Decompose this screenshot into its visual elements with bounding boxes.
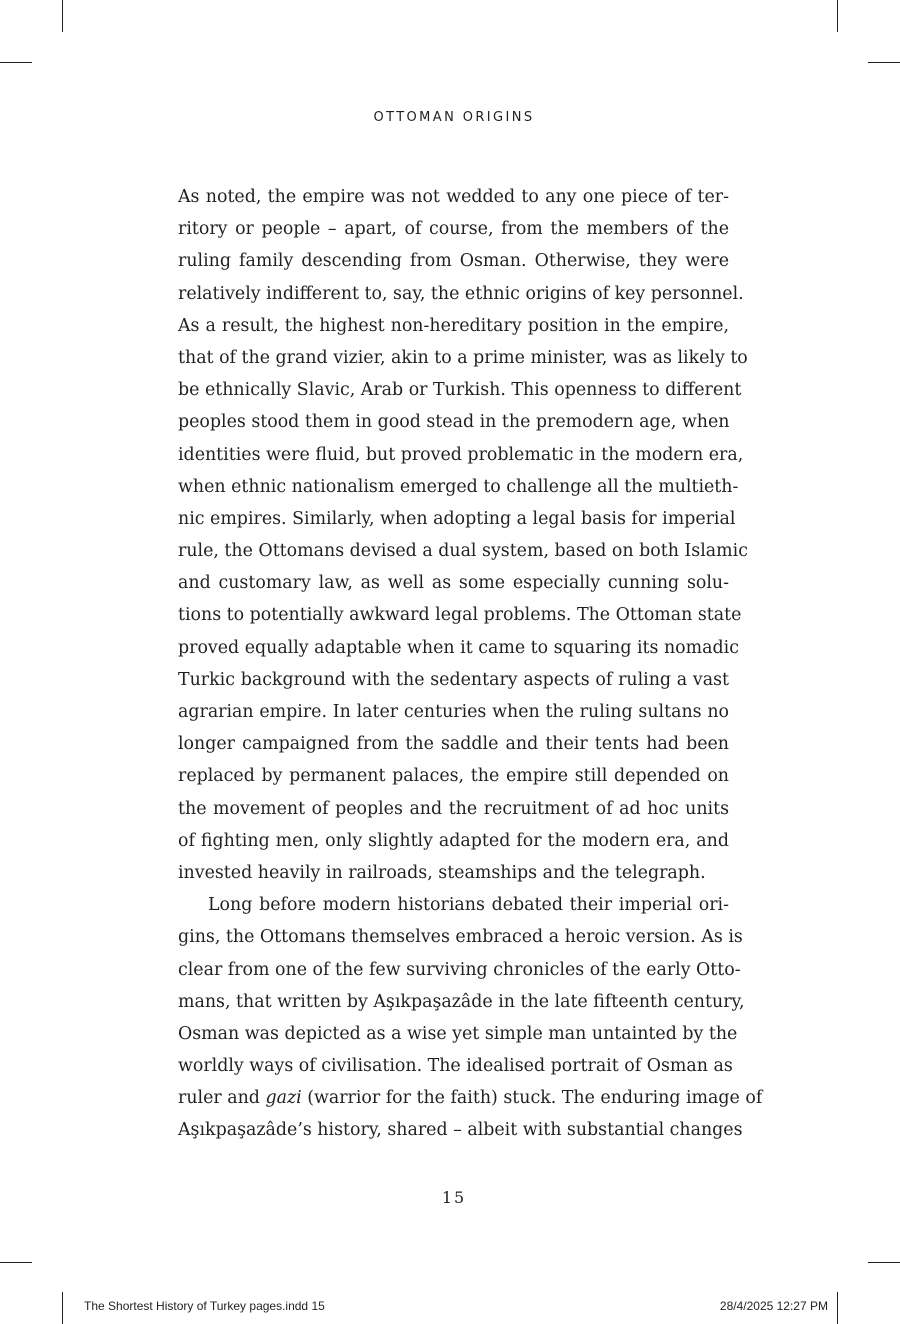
paragraph-line: Aşıkpaşazâde’s history, shared – albeit with substantial changes — [178, 1120, 743, 1141]
slug-timestamp: 28/4/2025 12:27 PM — [719, 1299, 828, 1313]
paragraph-line: when ethnic nationalism emerged to challenge all the multieth- — [178, 476, 739, 497]
slug-filename: The Shortest History of Turkey pages.indd 15 — [84, 1299, 325, 1313]
paragraph-line: replaced by permanent palaces, the empire still depended on — [178, 766, 729, 787]
line-text: ruler and — [178, 1088, 266, 1109]
paragraph-line: clear from one of the few surviving chronicles of the early Otto- — [178, 959, 741, 980]
crop-mark-left-bottom — [0, 1262, 32, 1263]
paragraph-line: Osman was depicted as a wise yet simple man untainted by the — [178, 1023, 738, 1044]
paragraph-line: Turkic background with the sedentary aspects of ruling a vast — [178, 669, 729, 690]
paragraph-line: that of the grand vizier, akin to a prime minister, was as likely to — [178, 347, 748, 368]
paragraph-line: identities were fluid, but proved problematic in the modern era, — [178, 444, 744, 465]
paragraph-line: the movement of peoples and the recruitment of ad hoc units — [178, 798, 729, 819]
paragraph-line: Long before modern historians debated their imperial ori- — [208, 895, 729, 916]
paragraph-1 — [178, 181, 748, 889]
crop-mark-top-left — [62, 0, 63, 32]
paragraph-line: worldly ways of civilisation. The idealised portrait of Osman as — [178, 1056, 733, 1077]
body-text — [178, 181, 763, 1147]
line-text: (warrior for the faith) stuck. The enduring image of — [301, 1088, 763, 1109]
paragraph-line: As noted, the empire was not wedded to any one piece of ter- — [178, 187, 729, 207]
paragraph-line: relatively indifferent to, say, the ethnic origins of key personnel. — [178, 283, 744, 304]
crop-mark-bottom-left — [62, 1292, 63, 1324]
paragraph-line: tions to potentially awkward legal problems. The Ottoman state — [178, 605, 742, 626]
italic-term-gazi: gazi — [265, 1088, 302, 1109]
paragraph-line: As a result, the highest non-hereditary position in the empire, — [178, 315, 729, 336]
crop-mark-right-top — [868, 62, 900, 63]
paragraph-line: ritory or people – apart, of course, from the members of the — [178, 219, 729, 240]
paragraph-line: proved equally adaptable when it came to squaring its nomadic — [178, 637, 739, 658]
crop-mark-top-right — [837, 0, 838, 32]
running-head: OTTOMAN ORIGINS — [373, 110, 535, 125]
paragraph-2 — [178, 889, 763, 1147]
paragraph-line: and customary law, as well as some especially cunning solu- — [178, 573, 729, 594]
page-number: 15 — [441, 1188, 467, 1207]
paragraph-line: nic empires. Similarly, when adopting a legal basis for imperial — [178, 508, 736, 529]
crop-mark-left-top — [0, 62, 32, 63]
paragraph-line: be ethnically Slavic, Arab or Turkish. This openness to different — [178, 380, 742, 401]
paragraph-line — [178, 1082, 763, 1114]
paragraph-line: of fighting men, only slightly adapted for the modern era, and — [178, 830, 729, 851]
crop-mark-bottom-right — [837, 1292, 838, 1324]
paragraph-line: mans, that written by Aşıkpaşazâde in the late fifteenth century, — [178, 991, 745, 1012]
paragraph-line: rule, the Ottomans devised a dual system, based on both Islamic — [178, 541, 748, 562]
paragraph-line: gins, the Ottomans themselves embraced a heroic version. As is — [178, 927, 743, 948]
paragraph-line: peoples stood them in good stead in the premodern age, when — [178, 412, 730, 433]
paragraph-line: longer campaigned from the saddle and their tents had been — [178, 734, 729, 755]
paragraph-line: agrarian empire. In later centuries when the ruling sultans no — [178, 702, 729, 722]
paragraph-line: invested heavily in railroads, steamships and the telegraph. — [178, 862, 706, 883]
crop-mark-right-bottom — [868, 1262, 900, 1263]
paragraph-line: ruling family descending from Osman. Otherwise, they were — [178, 251, 729, 272]
